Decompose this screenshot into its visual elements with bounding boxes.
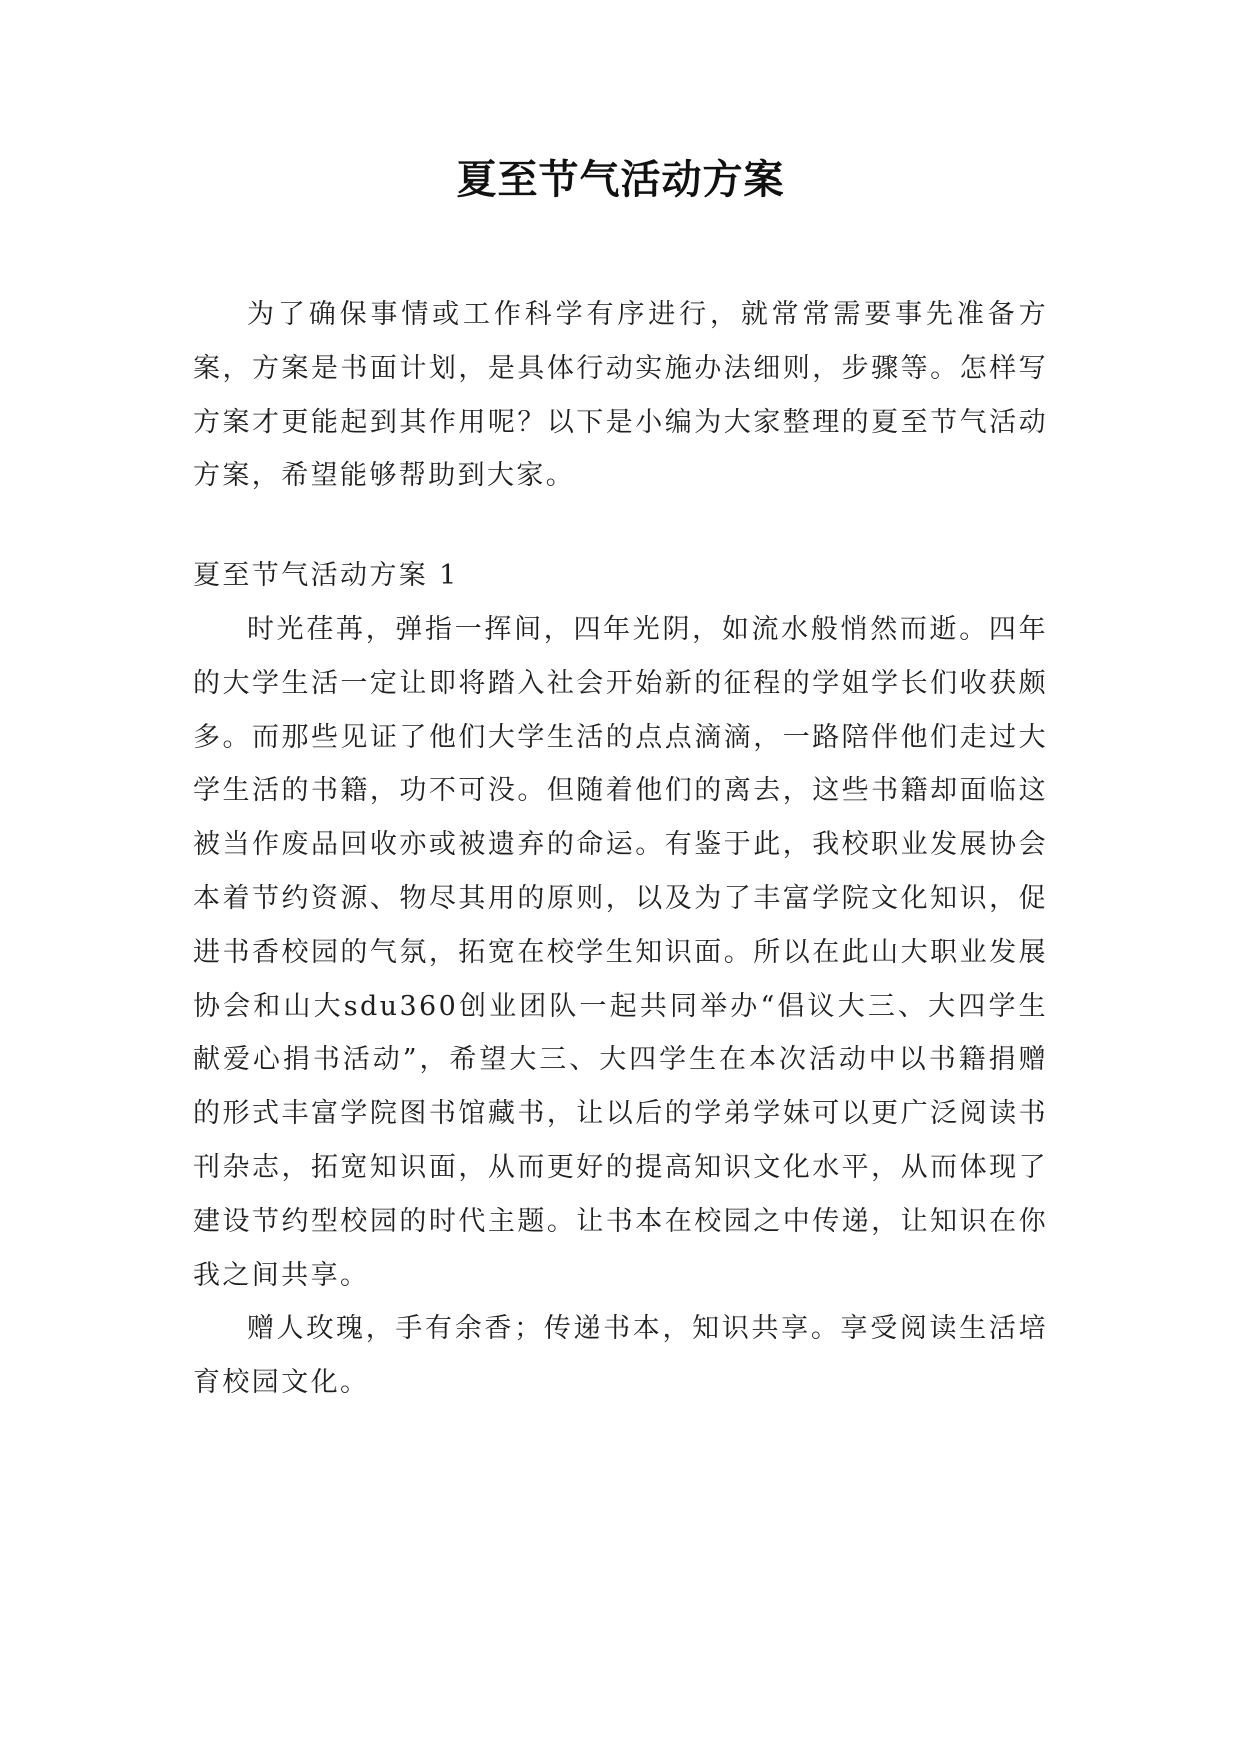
section-heading: 夏至节气活动方案 1: [193, 560, 459, 592]
body-paragraph: 赠人玫瑰，手有余香；传递书本，知识共享。享受阅读生活培育校园文化。: [193, 1313, 1048, 1399]
intro-paragraph: 为了确保事情或工作科学有序进行，就常常需要事先准备方案，方案是书面计划，是具体行动实施办法细则，步骤等。怎样写方案才更能起到其作用呢？以下是小编为大家整理的夏至节气活动方案，希望能够帮助到大家。: [193, 299, 1048, 492]
document-body: [193, 288, 1048, 1410]
body-paragraph: 时光荏苒，弹指一挥间，四年光阴，如流水般悄然而逝。四年的大学生活一定让即将踏入社会开始新的征程的学姐学长们收获颇多。而那些见证了他们大学生活的点点滴滴，一路陪伴他们走过大学生活的书籍，功不可没。但随着他们的离去，这些书籍却面临这被当作废品回收亦或被遗弃的命运。有鉴于此，我校职业发展协会本着节约资源、物尽其用的原则，以及为了丰富学院文化知识，促进书香校园的气氛，拓宽在校学生知识面。所以在此山大职业发展协会和山大sdu360创业团队一起共同举办“倡议大三、大四学生献爱心捐书活动”，希望大三、大四学生在本次活动中以书籍捐赠的形式丰富学院图书馆藏书，让以后的学弟学妹可以更广泛阅读书刊杂志，拓宽知识面，从而更好的提高知识文化水平，从而体现了建设节约型校园的时代主题。让书本在校园之中传递，让知识在你我之间共享。: [193, 613, 1048, 1291]
document-title: 夏至节气活动方案: [456, 156, 785, 203]
